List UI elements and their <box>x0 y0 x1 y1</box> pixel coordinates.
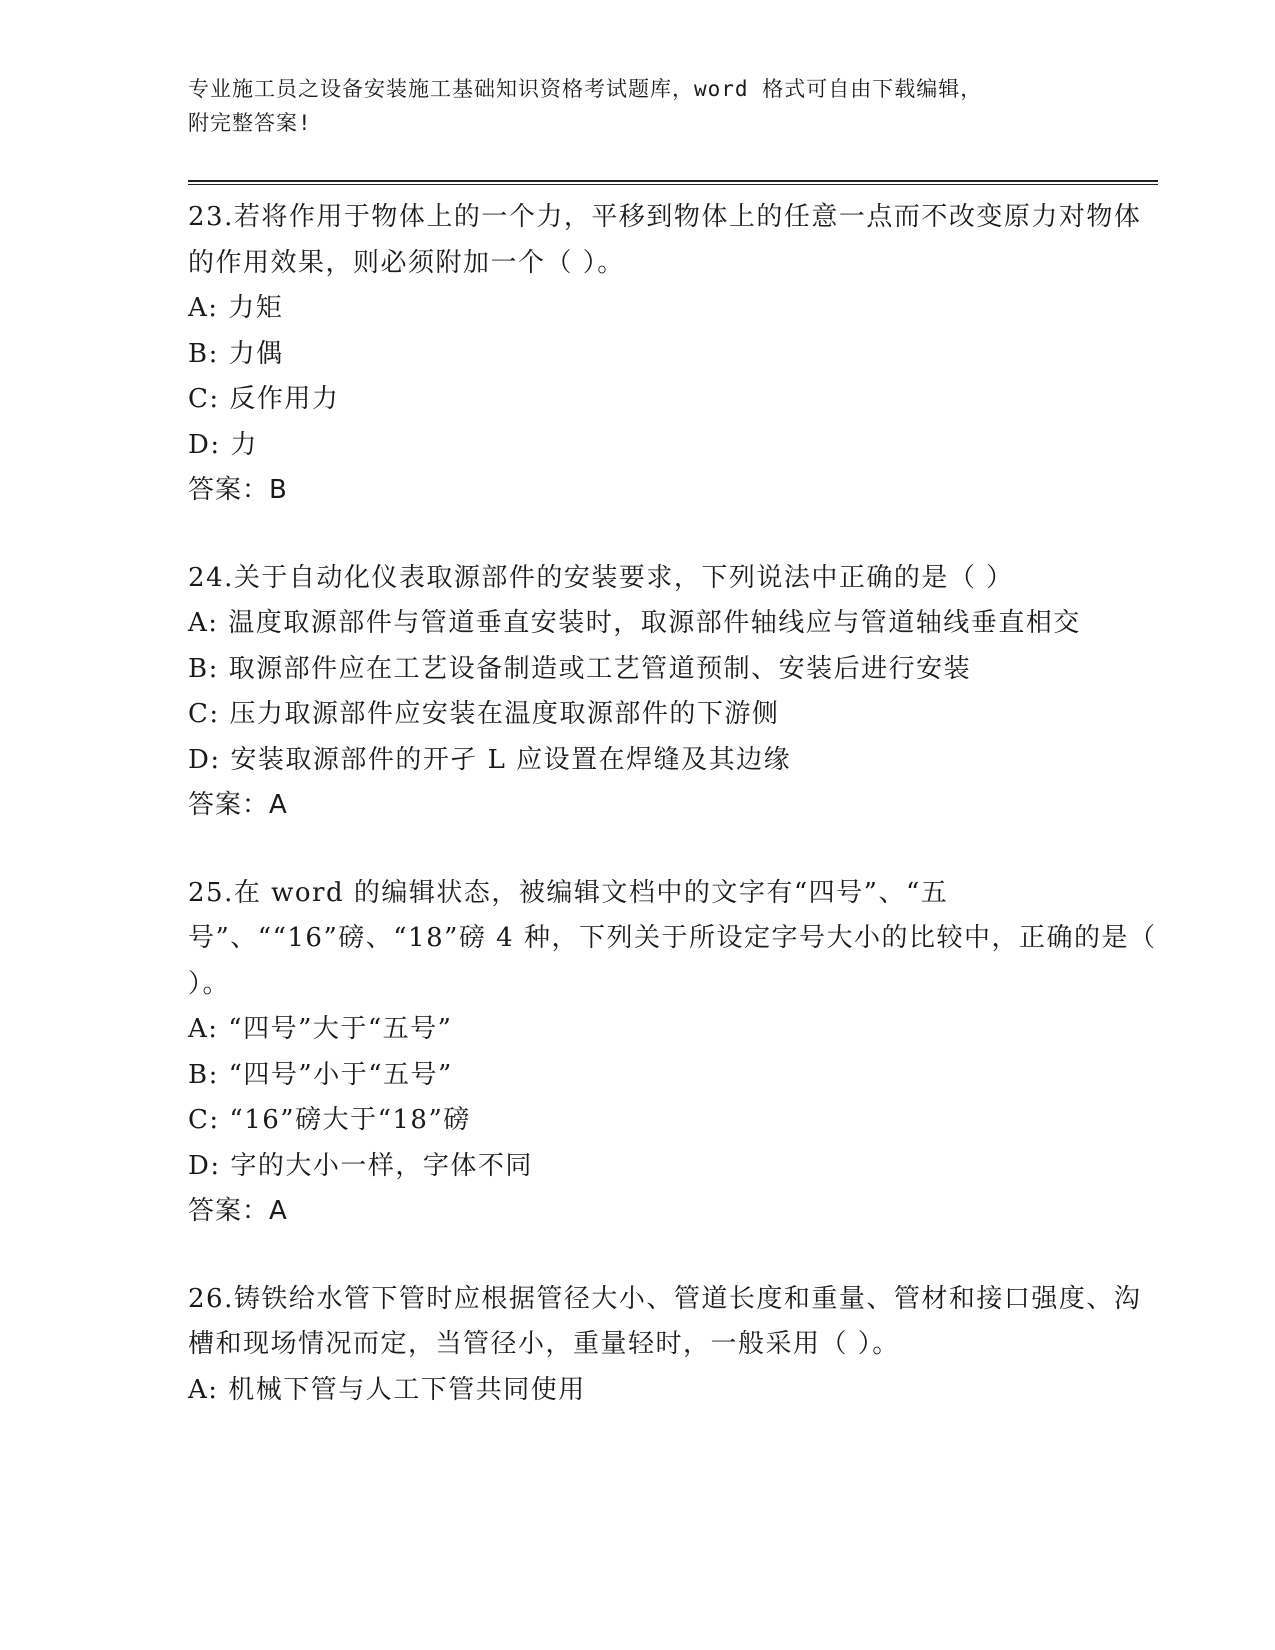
header-line: 专业施工员之设备安装施工基础知识资格考试题库，word 格式可自由下载编辑， <box>188 77 983 101</box>
header-divider <box>188 180 1158 185</box>
option-a: A: 力矩 <box>188 293 284 323</box>
question-25 <box>188 871 1158 1235</box>
question-text: 23.若将作用于物体上的一个力，平移到物体上的任意一点而不改变原力对物体的作用效果，则必须附加一个（ ）。 <box>188 202 1142 278</box>
option-c: C: 压力取源部件应安装在温度取源部件的下游侧 <box>188 699 780 729</box>
answer-line: 答案：A <box>188 790 288 820</box>
option-d: D: 力 <box>188 429 258 460</box>
header-line: 附完整答案! <box>188 111 312 135</box>
question-24 <box>188 556 1158 829</box>
option-b: B: 取源部件应在工艺设备制造或工艺管道预制、安装后进行安装 <box>188 653 972 684</box>
option-c: C: “16”磅大于“18”磅 <box>188 1105 471 1135</box>
question-text: 26.铸铁给水管下管时应根据管径大小、管道长度和重量、管材和接口强度、沟槽和现场情况而定，当管径小，重量轻时，一般采用（ ）。 <box>188 1283 1142 1359</box>
document-page <box>188 72 1158 1413</box>
option-a: A: 机械下管与人工下管共同使用 <box>188 1374 586 1405</box>
option-d: D: 字的大小一样，字体不同 <box>188 1150 533 1181</box>
answer-line: 答案：B <box>188 475 288 505</box>
question-23 <box>188 195 1158 514</box>
answer-line: 答案：A <box>188 1196 288 1226</box>
question-text: 25.在 word 的编辑状态，被编辑文档中的文字有“四号”、“五号”、““16”磅、“18”磅 4 种，下列关于所设定字号大小的比较中，正确的是（ ）。 <box>188 877 1157 999</box>
option-a: A: 温度取源部件与管道垂直安装时，取源部件轴线应与管道轴线垂直相交 <box>188 608 1081 638</box>
option-a: A: “四号”大于“五号” <box>188 1014 453 1044</box>
question-26 <box>188 1277 1158 1414</box>
option-b: B: “四号”小于“五号” <box>188 1059 453 1090</box>
document-header <box>188 72 1158 140</box>
option-d: D: 安装取源部件的开孑 L 应设置在焊缝及其边缘 <box>188 744 792 775</box>
option-b: B: 力偶 <box>188 338 284 369</box>
question-text: 24.关于自动化仪表取源部件的安装要求，下列说法中正确的是（ ） <box>188 562 1014 593</box>
option-c: C: 反作用力 <box>188 384 340 414</box>
